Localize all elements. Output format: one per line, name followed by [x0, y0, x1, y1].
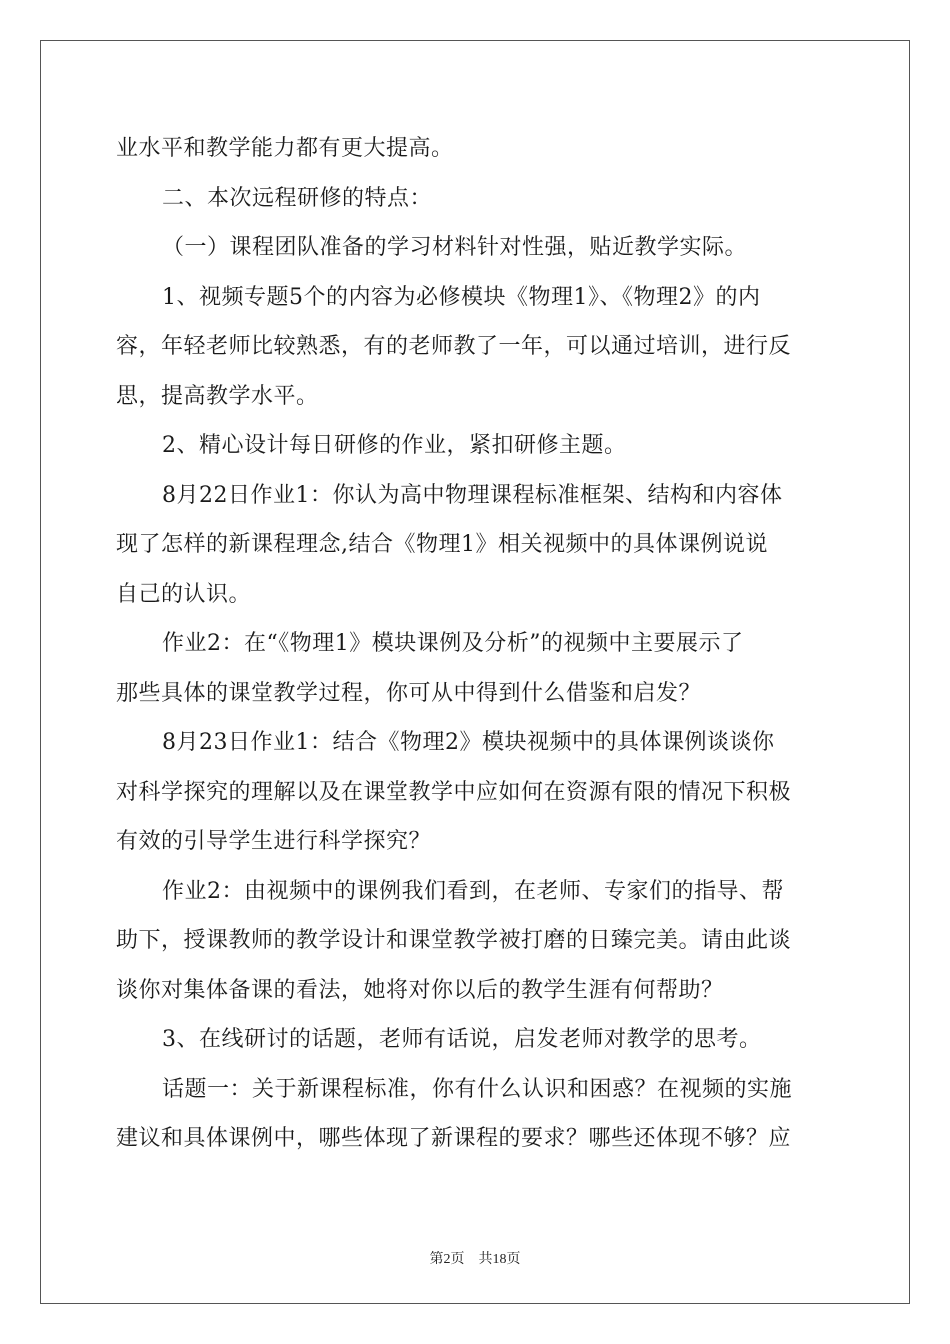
text-line: 8月22日作业1：你认为高中物理课程标准框架、结构和内容体 [162, 482, 783, 508]
text-line: 对科学探究的理解以及在课堂教学中应如何在资源有限的情况下积极 [116, 779, 792, 805]
text-line: 现了怎样的新课程理念,结合《物理1》相关视频中的具体课例说说 [116, 532, 768, 557]
text-line: 2、精心设计每日研修的作业，紧扣研修主题。 [162, 433, 627, 458]
page-number-footer: 第2页 共18页 [429, 1252, 521, 1267]
text-line: 思，提高教学水平。 [116, 383, 319, 409]
text-line: 作业2：由视频中的课例我们看到，在老师、专家们的指导、帮 [162, 878, 784, 904]
text-line: 容，年轻老师比较熟悉，有的老师教了一年，可以通过培训，进行反 [116, 334, 792, 359]
text-line: 建议和具体课例中，哪些体现了新课程的要求？哪些还体现不够？应 [116, 1126, 792, 1151]
text-line: 那些具体的课堂教学过程，你可从中得到什么借鉴和启发？ [116, 680, 702, 706]
text-line: 3、在线研讨的话题，老师有话说，启发老师对教学的思考。 [162, 1027, 762, 1052]
text-line: 自己的认识。 [116, 581, 252, 607]
text-line: 谈你对集体备课的看法，她将对你以后的教学生涯有何帮助？ [116, 977, 724, 1003]
text-line: 助下，授课教师的教学设计和课堂教学被打磨的日臻完美。请由此谈 [116, 928, 792, 953]
text-line: 业水平和教学能力都有更大提高。 [116, 136, 454, 161]
text-line: 8月23日作业1：结合《物理2》模块视频中的具体课例谈谈你 [162, 730, 775, 755]
text-line: 1、视频专题5个的内容为必修模块《物理1》、《物理2》的内 [162, 284, 761, 310]
text-line: 二、本次远程研修的特点： [162, 185, 433, 211]
text-line: （一）课程团队准备的学习材料针对性强，贴近教学实际。 [162, 235, 748, 260]
text-line: 有效的引导学生进行科学探究？ [116, 829, 432, 854]
document-body [116, 124, 836, 1164]
text-line: 话题一：关于新课程标准，你有什么认识和困惑？在视频的实施 [162, 1076, 793, 1102]
text-line: 作业2：在“《物理1》模块课例及分析”的视频中主要展示了 [162, 631, 744, 656]
